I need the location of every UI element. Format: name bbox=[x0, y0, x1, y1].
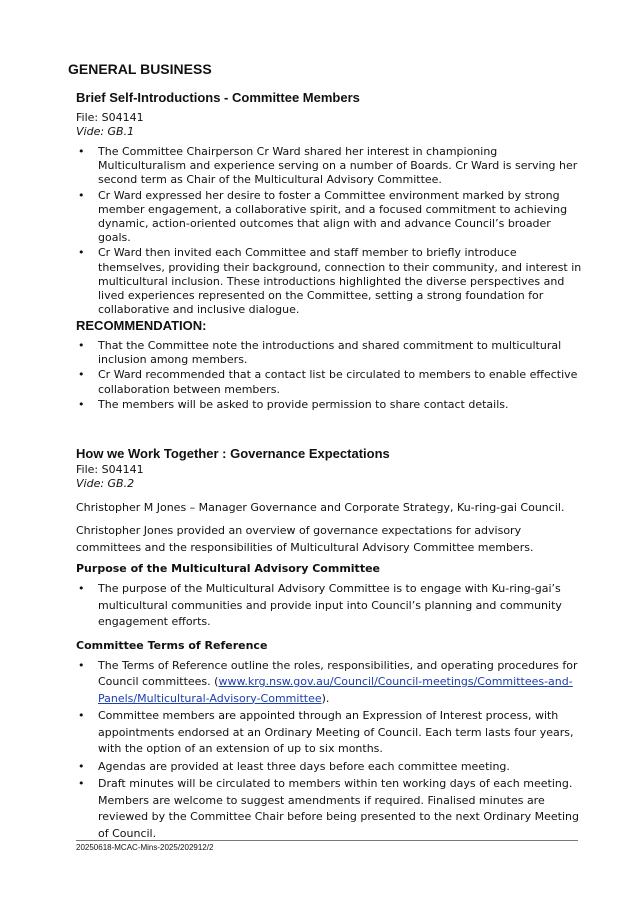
section-title: RECOMMENDATION: bbox=[76, 318, 207, 333]
footer-divider bbox=[76, 840, 578, 841]
bullet-list bbox=[76, 339, 586, 412]
section-title: Brief Self-Introductions - Committee Members bbox=[76, 90, 360, 105]
list-item: • Committee members are appointed through an Expression of Interest process, with appointments endorsed at an Ordinary Meeting of Council. Each term lasts four years, with the option of an extension of up to six months. bbox=[76, 708, 586, 758]
file-reference: File: S04141 bbox=[76, 111, 144, 124]
vide-reference: Vide: GB.2 bbox=[76, 477, 135, 490]
list-item: • Cr Ward expressed her desire to foster a Committee environment marked by strong member engagement, a collaborative spirit, and a focused commitment to achieving dynamic, action-oriented outcomes that align with and advance Council’s broader goals. bbox=[76, 189, 586, 246]
section-self-introductions bbox=[76, 90, 586, 318]
subheading-purpose: Purpose of the Multicultural Advisory Committee bbox=[76, 562, 380, 575]
paragraph: Christopher Jones provided an overview of governance expectations for advisory committees and the responsibilities of Multicultural Advisory Committee members. bbox=[76, 524, 534, 554]
section-title: How we Work Together : Governance Expectations bbox=[76, 446, 390, 461]
list-item: • The Committee Chairperson Cr Ward shared her interest in championing Multiculturalism and experience serving on a number of Boards. Cr Ward is serving her second term as Chair of the Multicultural Advisory Committee. bbox=[76, 145, 586, 188]
list-item: • Agendas are provided at least three days before each committee meeting. bbox=[76, 759, 586, 776]
terms-of-reference-link[interactable]: www.krg.nsw.gov.au/Council/Council-meetings/Committees-and-Panels/Multicultural-Advisory-Committee bbox=[98, 675, 573, 705]
section-recommendation bbox=[76, 318, 586, 413]
list-item: • The purpose of the Multicultural Advisory Committee is to engage with Ku-ring-gai’s multicultural communities and provide input into Council’s planning and community engagement efforts. bbox=[76, 581, 586, 631]
list-item: • The Terms of Reference outline the roles, responsibilities, and operating procedures for Council committees. (www.krg.nsw.gov.au/Council/Council-meetings/Committees-and-Panels/Multicultural-Advisory-Committee). bbox=[76, 658, 586, 708]
footer-reference: 20250618-MCAC-Mins-2025/202912/2 bbox=[76, 843, 214, 852]
list-item: • Cr Ward recommended that a contact list be circulated to members to enable effective collaboration between members. bbox=[76, 368, 586, 396]
paragraph: Christopher M Jones – Manager Governance and Corporate Strategy, Ku-ring-gai Council. bbox=[76, 501, 565, 514]
vide-reference: Vide: GB.1 bbox=[76, 125, 135, 138]
bullet-list bbox=[76, 658, 586, 843]
section-governance bbox=[76, 446, 586, 843]
list-item: • The members will be asked to provide permission to share contact details. bbox=[76, 398, 586, 412]
list-item: • That the Committee note the introductions and shared commitment to multicultural inclusion among members. bbox=[76, 339, 586, 367]
file-reference: File: S04141 bbox=[76, 463, 144, 476]
subheading-terms: Committee Terms of Reference bbox=[76, 638, 268, 652]
list-item: • Draft minutes will be circulated to members within ten working days of each meeting. Members are welcome to suggest amendments if required. Finalised minutes are reviewed by the Committee Chair before being presented to the next Ordinary Meeting of Council. bbox=[76, 776, 586, 842]
list-item: • Cr Ward then invited each Committee and staff member to briefly introduce themselves, providing their background, connection to their community, and interest in multicultural inclusion. These introductions highlighted the diverse perspectives and lived experiences represented on the Committee, setting a strong foundation for collaborative and inclusive dialogue. bbox=[76, 246, 586, 317]
bullet-list bbox=[76, 145, 586, 317]
bullet-list bbox=[76, 581, 586, 631]
page-heading: GENERAL BUSINESS bbox=[68, 61, 212, 77]
